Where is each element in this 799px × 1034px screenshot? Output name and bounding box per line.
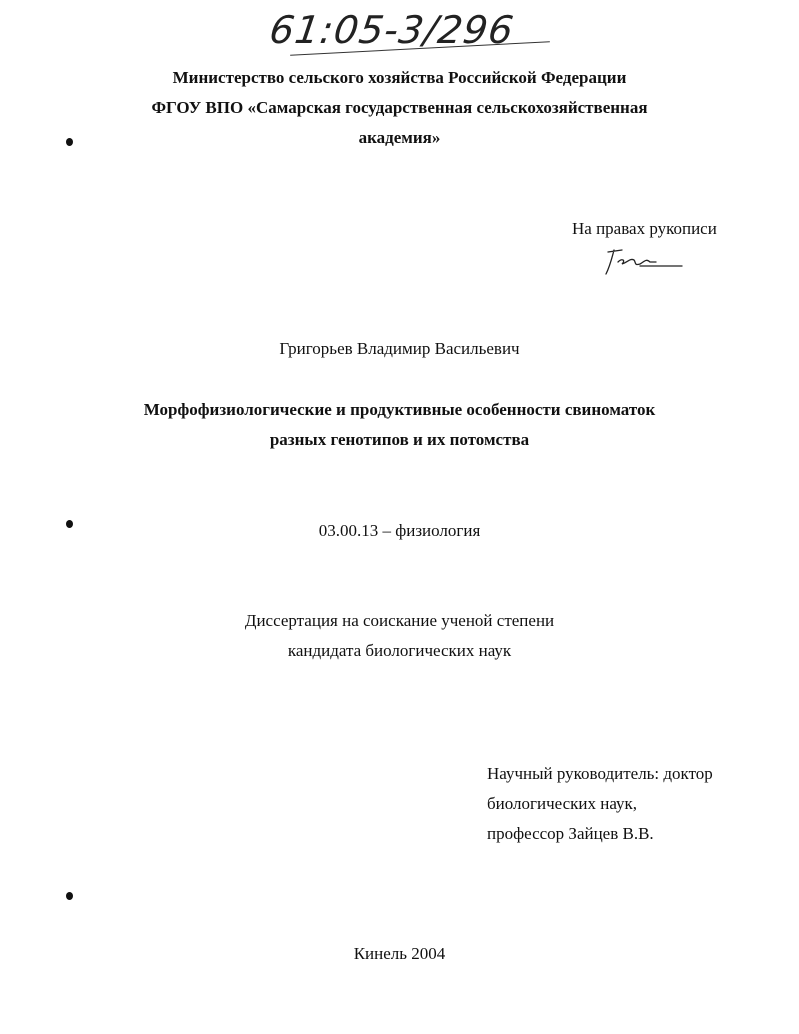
degree-line2: кандидата биологических наук [287, 641, 512, 660]
rights-note: На правах рукописи [572, 219, 717, 238]
punch-hole-mark [66, 892, 73, 900]
author-name: Григорьев Владимир Васильевич [279, 339, 520, 358]
supervisor-line3: профессор Зайцев В.В. [487, 824, 654, 843]
dissertation-title-line2: разных генотипов и их потомства [269, 430, 530, 449]
specialty-code: 03.00.13 – физиология [318, 521, 481, 540]
supervisor-line1: Научный руководитель: доктор [487, 764, 713, 783]
academy-heading-line1: ФГОУ ВПО «Самарская государственная сельскохозяйственная [151, 98, 648, 117]
archive-number: 61:05-3/296 [266, 8, 517, 52]
academy-heading-line2: академия» [358, 128, 441, 147]
degree-line1: Диссертация на соискание ученой степени [244, 611, 555, 630]
signature [600, 244, 690, 280]
place-year: Кинель 2004 [353, 944, 446, 963]
dissertation-title-line1: Морфофизиологические и продуктивные особенности свиноматок [143, 400, 656, 419]
supervisor-line2: биологических наук, [487, 794, 638, 813]
ministry-heading: Министерство сельского хозяйства Российской Федерации [172, 68, 627, 87]
punch-hole-mark [66, 138, 73, 146]
